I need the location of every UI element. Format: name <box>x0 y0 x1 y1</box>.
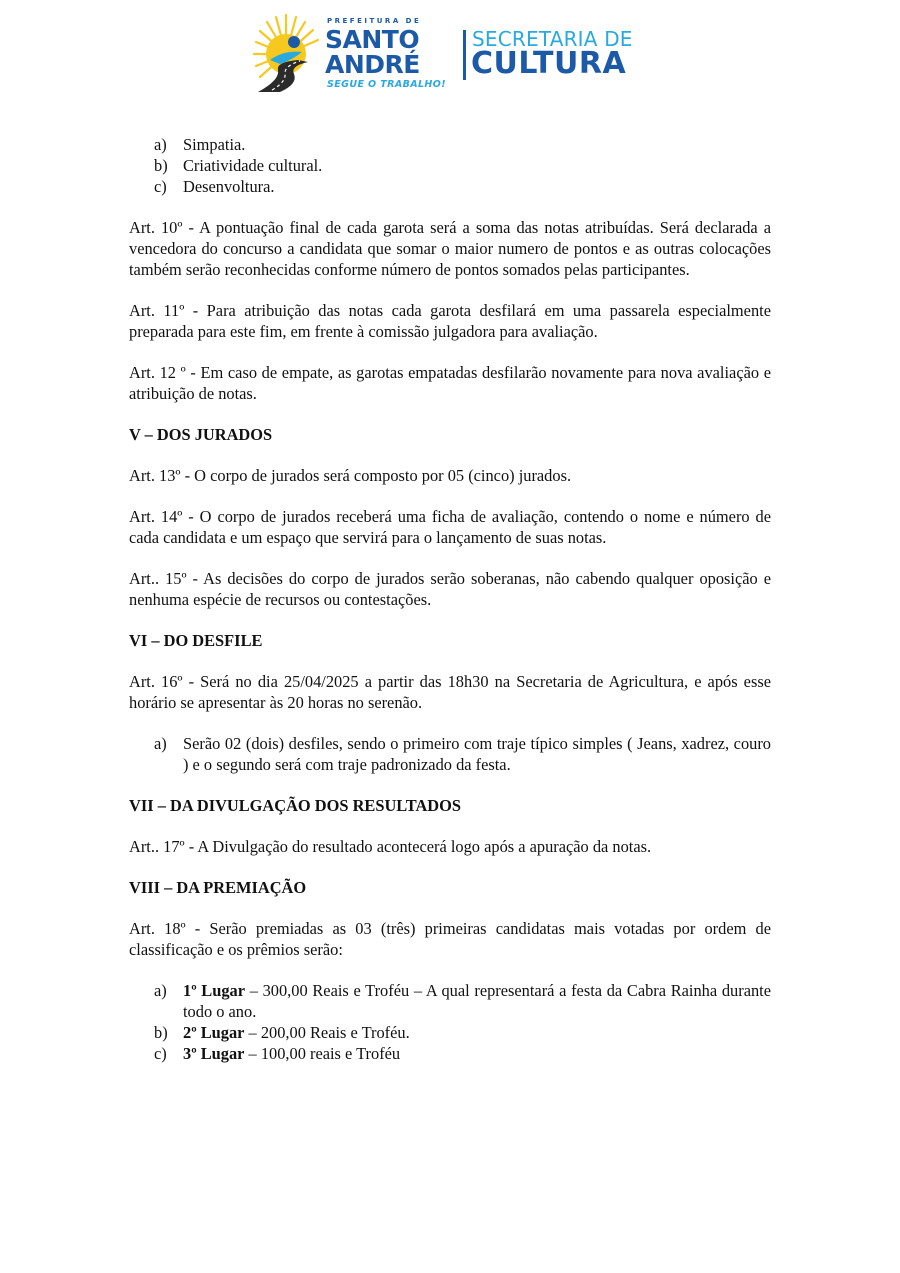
list-marker: c) <box>154 177 167 196</box>
prizes-list <box>129 980 771 1064</box>
list-marker: b) <box>154 156 168 175</box>
prize-place: 2º Lugar <box>183 1023 245 1042</box>
desfile-list <box>129 733 771 775</box>
criteria-list <box>129 134 771 197</box>
list-item <box>129 733 771 775</box>
city-name-line2: ANDRÉ <box>325 50 420 79</box>
prize-text: – 300,00 Reais e Troféu – A qual representará a festa da Cabra Rainha durante todo o ano. <box>183 981 771 1021</box>
list-item <box>129 155 771 176</box>
list-item <box>129 176 771 197</box>
cultura-label: CULTURA <box>471 46 627 81</box>
article-16: Art. 16º - Será no dia 25/04/2025 a partir das 18h30 na Secretaria de Agricultura, e após esse horário se apresentar às 20 horas no serenão. <box>129 672 771 712</box>
prize-item <box>129 980 771 1022</box>
list-item-text: Desenvoltura. <box>183 177 275 196</box>
list-item <box>129 134 771 155</box>
article-18: Art. 18º - Serão premiadas as 03 (três) primeiras candidatas mais votadas por ordem de classificação e os prêmios serão: <box>129 919 771 959</box>
prize-item <box>129 1043 771 1064</box>
prize-place: 3º Lugar <box>183 1044 245 1063</box>
list-marker: a) <box>154 981 167 1000</box>
prefeitura-label: PREFEITURA DE <box>327 17 422 25</box>
article-14: Art. 14º - O corpo de jurados receberá uma ficha de avaliação, contendo o nome e número de cada candidata e um espaço que servirá para o lançamento de suas notas. <box>129 507 771 547</box>
city-name-line1: SANTO <box>325 25 420 54</box>
city-slogan: SEGUE O TRABALHO! <box>327 79 446 90</box>
prize-text: – 200,00 Reais e Troféu. <box>244 1023 410 1042</box>
secretaria-label: SECRETARIA DE <box>472 27 633 51</box>
article-12: Art. 12 º - Em caso de empate, as garotas empatadas desfilarão novamente para nova avaliação e atribuição de notas. <box>129 363 771 403</box>
article-11: Art. 11º - Para atribuição das notas cada garota desfilará em uma passarela especialmente preparada para este fim, em frente à comissão julgadora para avaliação. <box>129 301 771 341</box>
article-15: Art.. 15º - As decisões do corpo de jurados serão soberanas, não cabendo qualquer oposição e nenhuma espécie de recursos ou contestações. <box>129 569 771 609</box>
list-item-text: Serão 02 (dois) desfiles, sendo o primeiro com traje típico simples ( Jeans, xadrez, couro ) e o segundo será com traje padronizado da festa. <box>183 734 771 774</box>
document-body <box>129 134 771 1064</box>
section-heading-premiacao: VIII – DA PREMIAÇÃO <box>129 878 307 897</box>
prize-text: – 100,00 reais e Troféu <box>244 1044 401 1063</box>
article-10: Art. 10º - A pontuação final de cada garota será a soma das notas atribuídas. Será declarada a vencedora do concurso a candidata que somar o maior numero de pontos e as outras colocações também serão reconhecidas conforme número de pontos somados pelas participantes. <box>129 218 771 279</box>
list-marker: a) <box>154 135 167 154</box>
section-heading-resultados: VII – DA DIVULGAÇÃO DOS RESULTADOS <box>129 796 461 815</box>
list-item-text: Simpatia. <box>183 135 246 154</box>
prize-place: 1º Lugar <box>183 981 246 1000</box>
list-marker: b) <box>154 1023 168 1042</box>
article-17: Art.. 17º - A Divulgação do resultado acontecerá logo após a apuração da notas. <box>129 837 652 856</box>
prize-item <box>129 1022 771 1043</box>
list-marker: a) <box>154 734 167 753</box>
section-heading-jurados: V – DOS JURADOS <box>129 425 273 444</box>
logo-divider <box>463 30 466 80</box>
letterhead <box>0 0 900 110</box>
article-13: Art. 13º - O corpo de jurados será composto por 05 (cinco) jurados. <box>129 466 572 485</box>
section-heading-desfile: VI – DO DESFILE <box>129 631 263 650</box>
list-marker: c) <box>154 1044 167 1063</box>
list-item-text: Criatividade cultural. <box>183 156 323 175</box>
